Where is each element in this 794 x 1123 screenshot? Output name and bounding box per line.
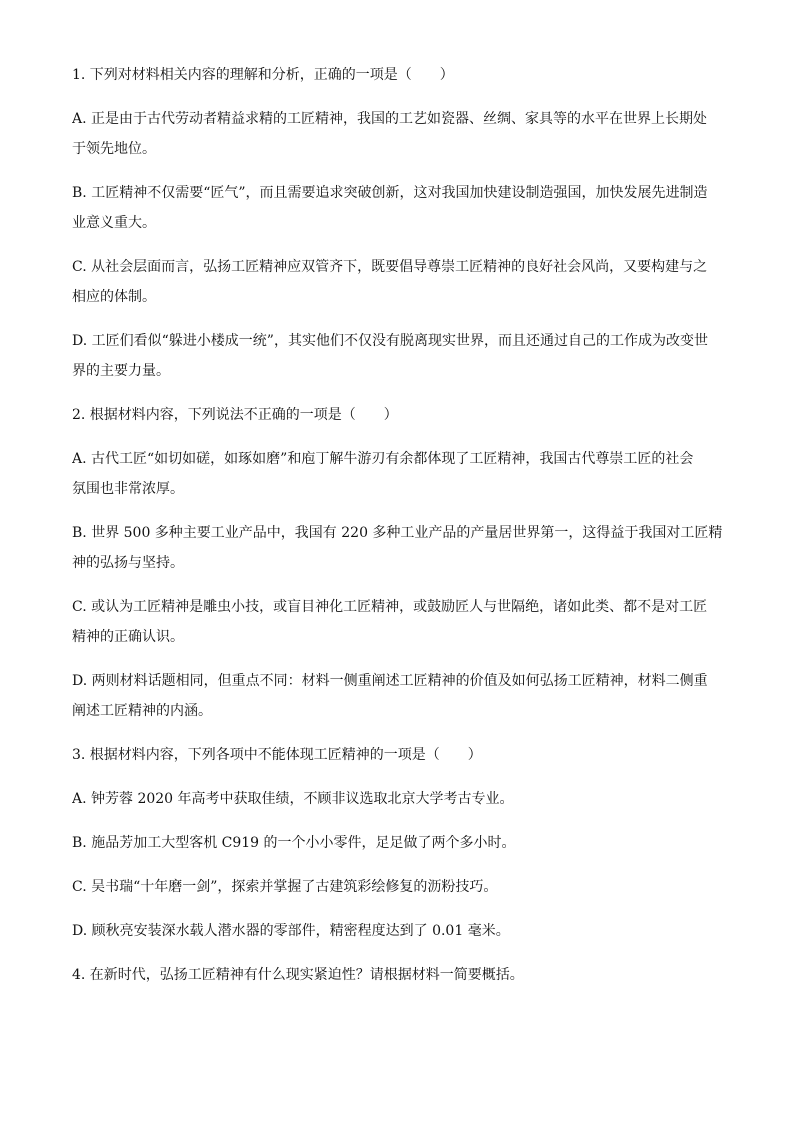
option-c-line-2: 相应的体制。 [72, 289, 156, 305]
question-4 [72, 960, 722, 990]
option-d-line-1: D. 两则材料话题相同，但重点不同：材料一侧重阐述工匠精神的价值及如何弘扬工匠精神，材料二侧重 [72, 673, 708, 689]
question-stem: 1. 下列对材料相关内容的理解和分析，正确的一项是（ ） [72, 67, 454, 83]
option-a-line-1: A. 古代工匠“如切如磋，如琢如磨”和庖丁解牛游刃有余都体现了工匠精神，我国古代尊崇工匠的社会 [72, 451, 694, 467]
question-3 [72, 740, 722, 960]
option-b-line-2: 神的弘扬与坚持。 [72, 555, 184, 571]
option-a-line-2: 氛围也非常浓厚。 [72, 481, 184, 497]
option-b-line-1: B. 工匠精神不仅需要“匠气”，而且需要追求突破创新，这对我国加快建设制造强国，加快发展先进制造 [72, 185, 708, 201]
option-a-line-2: 于领先地位。 [72, 141, 156, 157]
option-d-line-2: 阐述工匠精神的内涵。 [72, 703, 212, 719]
option-b-line-1: B. 世界 500 多种主要工业产品中，我国有 220 多种工业产品的产量居世界第一，这得益于我国对工匠精 [72, 525, 722, 541]
option-c: C. 吴书瑞“十年磨一剑”，探索并掌握了古建筑彩绘修复的沥粉技巧。 [72, 879, 498, 895]
question-2 [72, 400, 722, 740]
question-stem: 2. 根据材料内容，下列说法不正确的一项是（ ） [72, 407, 398, 423]
question-stem: 4. 在新时代，弘扬工匠精神有什么现实紧迫性？请根据材料一简要概括。 [72, 967, 524, 983]
option-a-line-1: A. 正是由于古代劳动者精益求精的工匠精神，我国的工艺如瓷器、丝绸、家具等的水平在世界上长期处 [72, 111, 708, 127]
option-d: D. 顾秋亮安装深水载人潜水器的零部件，精密程度达到了 0.01 毫米。 [72, 923, 510, 939]
question-stem: 3. 根据材料内容，下列各项中不能体现工匠精神的一项是（ ） [72, 747, 482, 763]
option-a: A. 钟芳蓉 2020 年高考中获取佳绩，不顾非议选取北京大学考古专业。 [72, 791, 514, 807]
option-c-line-1: C. 从社会层面而言，弘扬工匠精神应双管齐下，既要倡导尊崇工匠精神的良好社会风尚，又要构建与之 [72, 259, 708, 275]
option-d-line-1: D. 工匠们看似“躲进小楼成一统”，其实他们不仅没有脱离现实世界，而且还通过自己的工作成为改变世 [72, 333, 708, 349]
document-page [72, 60, 722, 990]
option-d-line-2: 界的主要力量。 [72, 363, 170, 379]
question-1 [72, 60, 722, 400]
option-b-line-2: 业意义重大。 [72, 215, 156, 231]
option-c-line-2: 精神的正确认识。 [72, 629, 184, 645]
option-b: B. 施品芳加工大型客机 C919 的一个小小零件，足足做了两个多小时。 [72, 835, 516, 851]
option-c-line-1: C. 或认为工匠精神是雕虫小技，或盲目神化工匠精神，或鼓励匠人与世隔绝，诸如此类、都不是对工匠 [72, 599, 708, 615]
